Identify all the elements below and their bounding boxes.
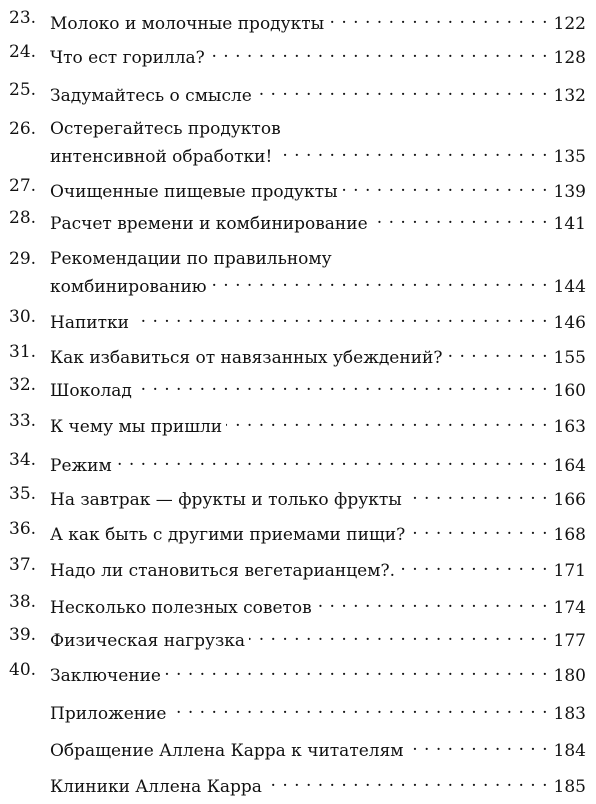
toc-entry-title	[50, 591, 586, 618]
dot-leader	[171, 697, 549, 719]
toc-entry-title-text: Что ест горилла?	[50, 48, 205, 68]
toc-entry-number: 36.	[9, 519, 37, 539]
toc-entry-number: 39.	[9, 625, 37, 645]
toc-entry-title-line: Рекомендации по правильному	[50, 249, 332, 269]
toc-entry-title-text: интенсивной обработки!	[50, 147, 273, 167]
dot-leader	[133, 306, 548, 328]
toc-entry-title-text: Приложение	[50, 704, 167, 724]
toc-entry-title-text: Надо ли становиться вегетарианцем?.	[50, 561, 395, 581]
toc-entry-page-number: 163	[553, 417, 586, 437]
toc-entry-number: 38.	[9, 592, 37, 612]
dot-leader	[256, 79, 548, 101]
toc-entry-title-line	[50, 483, 586, 510]
toc-entry-page-number: 171	[553, 561, 586, 581]
toc-entry-page-number: 141	[553, 214, 586, 234]
toc-entry-title	[50, 449, 586, 476]
toc-entry-title-text: Как избавиться от навязанных убеждений?	[50, 348, 443, 368]
toc-entry-title	[50, 175, 586, 202]
toc-entry-title-line: Остерегайтесь продуктов	[50, 119, 281, 139]
toc-entry-title	[50, 79, 586, 106]
toc-entry-number: 23.	[9, 8, 37, 28]
toc-entry-number: 28.	[9, 208, 37, 228]
toc-entry-title-line	[50, 734, 586, 761]
toc-entry-title	[50, 374, 586, 401]
toc-entry-title-line	[50, 140, 586, 167]
toc-entry-page-number: 139	[553, 182, 586, 202]
toc-entry-title-text: Режим	[50, 456, 112, 476]
toc-entry-page-number: 160	[553, 381, 586, 401]
toc-entry-title-line	[50, 270, 586, 297]
dot-leader	[249, 624, 548, 646]
toc-entry-page-number: 184	[553, 741, 586, 761]
toc-entry-title-text: К чему мы пришли	[50, 417, 223, 437]
toc-entry-title-line	[50, 554, 586, 581]
toc-entry-title-line	[50, 697, 586, 724]
toc-entry-title	[50, 734, 586, 761]
dot-leader	[165, 659, 548, 681]
dot-leader	[209, 41, 548, 63]
toc-entry-title-text: А как быть с другими приемами пищи?	[50, 525, 406, 545]
toc-entry-page-number: 180	[553, 666, 586, 686]
toc-entry-title-line	[50, 410, 586, 437]
toc-entry-page-number: 183	[553, 704, 586, 724]
dot-leader	[372, 207, 548, 229]
toc-entry-number: 33.	[9, 411, 37, 431]
dot-leader	[211, 270, 548, 292]
toc-entry-title-line	[50, 175, 586, 202]
toc-entry-title	[50, 41, 586, 68]
toc-entry-title-line	[50, 41, 586, 68]
dot-leader	[116, 449, 548, 471]
toc-entry-title	[50, 697, 586, 724]
toc-entry-title-line	[50, 518, 586, 545]
toc-entry-title	[50, 554, 586, 581]
toc-entry-page-number: 168	[553, 525, 586, 545]
toc-entry-number: 35.	[9, 484, 37, 504]
toc-entry-title-text: Шоколад	[50, 381, 132, 401]
toc-entry-number: 30.	[9, 307, 37, 327]
toc-entry-page-number: 146	[553, 313, 586, 333]
toc-entry-page-number: 122	[553, 14, 586, 34]
toc-entry-number: 25.	[9, 80, 37, 100]
toc-entry-title-text: комбинированию	[50, 277, 207, 297]
toc-entry-page-number: 128	[553, 48, 586, 68]
toc-entry-page-number: 166	[553, 490, 586, 510]
toc-entry-title	[50, 306, 586, 333]
toc-entry-title	[50, 341, 586, 368]
toc-entry-number: 29.	[9, 249, 37, 269]
toc-entry-title-text: Несколько полезных советов	[50, 598, 312, 618]
toc-entry-number: 37.	[9, 555, 37, 575]
toc-entry-number: 24.	[9, 42, 37, 62]
toc-entry-title	[50, 770, 586, 797]
dot-leader	[328, 7, 548, 29]
toc-entry-title-text: Очищенные пищевые продукты	[50, 182, 338, 202]
toc-entry-page-number: 174	[553, 598, 586, 618]
dot-leader	[409, 518, 548, 540]
dot-leader	[266, 770, 548, 792]
toc-entry-number: 27.	[9, 176, 37, 196]
toc-entry-title-line	[50, 306, 586, 333]
toc-entry-page-number: 132	[553, 86, 586, 106]
toc-entry-title	[50, 659, 586, 686]
dot-leader	[406, 483, 548, 505]
toc-entry-title	[50, 7, 586, 34]
toc-entry-title-line	[50, 341, 586, 368]
toc-entry-title-line	[50, 79, 586, 106]
toc-entry-page-number: 135	[553, 147, 586, 167]
dot-leader	[399, 554, 548, 576]
toc-entry-title-text: Молоко и молочные продукты	[50, 14, 325, 34]
toc-entry-page-number: 164	[553, 456, 586, 476]
toc-entry-title-line	[50, 591, 586, 618]
toc-entry-title	[50, 410, 586, 437]
toc-entry-number: 32.	[9, 375, 37, 395]
toc-entry-page-number: 144	[553, 277, 586, 297]
toc-entry-title-line	[50, 770, 586, 797]
toc-entry-number: 40.	[9, 660, 37, 680]
toc-entry-title-text: Напитки	[50, 313, 129, 333]
dot-leader	[342, 175, 548, 197]
toc-entry-page-number: 185	[553, 777, 586, 797]
toc-entry-number: 34.	[9, 450, 37, 470]
toc-entry-title-text: Физическая нагрузка	[50, 631, 246, 651]
toc-entry-title	[50, 207, 586, 234]
toc-entry-page-number: 155	[553, 348, 586, 368]
dot-leader	[276, 140, 548, 162]
toc-entry-title-line	[50, 7, 586, 34]
dot-leader	[446, 341, 548, 363]
dot-leader	[408, 734, 548, 756]
toc-entry-page-number: 177	[553, 631, 586, 651]
toc-entry-title-text: Задумайтесь о смысле	[50, 86, 252, 106]
toc-entry-title-line	[50, 374, 586, 401]
toc-entry-title-text: Заключение	[50, 666, 161, 686]
toc-entry-title-text: Обращение Аллена Карра к читателям	[50, 741, 404, 761]
dot-leader	[316, 591, 548, 613]
toc-entry-title	[50, 248, 586, 297]
toc-entry-title-line	[50, 624, 586, 651]
toc-entry-number: 26.	[9, 119, 37, 139]
toc-entry-title-line	[50, 659, 586, 686]
toc-entry-title-text: Клиники Аллена Карра	[50, 777, 262, 797]
dot-leader	[136, 374, 548, 396]
toc-entry-title	[50, 118, 586, 167]
toc-entry-title-text: Расчет времени и комбинирование	[50, 214, 368, 234]
toc-entry-number: 31.	[9, 342, 37, 362]
dot-leader	[226, 410, 548, 432]
toc-entry-title	[50, 483, 586, 510]
toc-entry-title	[50, 624, 586, 651]
toc-entry-title-line	[50, 207, 586, 234]
toc-entry-title-line	[50, 449, 586, 476]
toc-entry-title	[50, 518, 586, 545]
toc-entry-title-text: На завтрак — фрукты и только фрукты	[50, 490, 402, 510]
